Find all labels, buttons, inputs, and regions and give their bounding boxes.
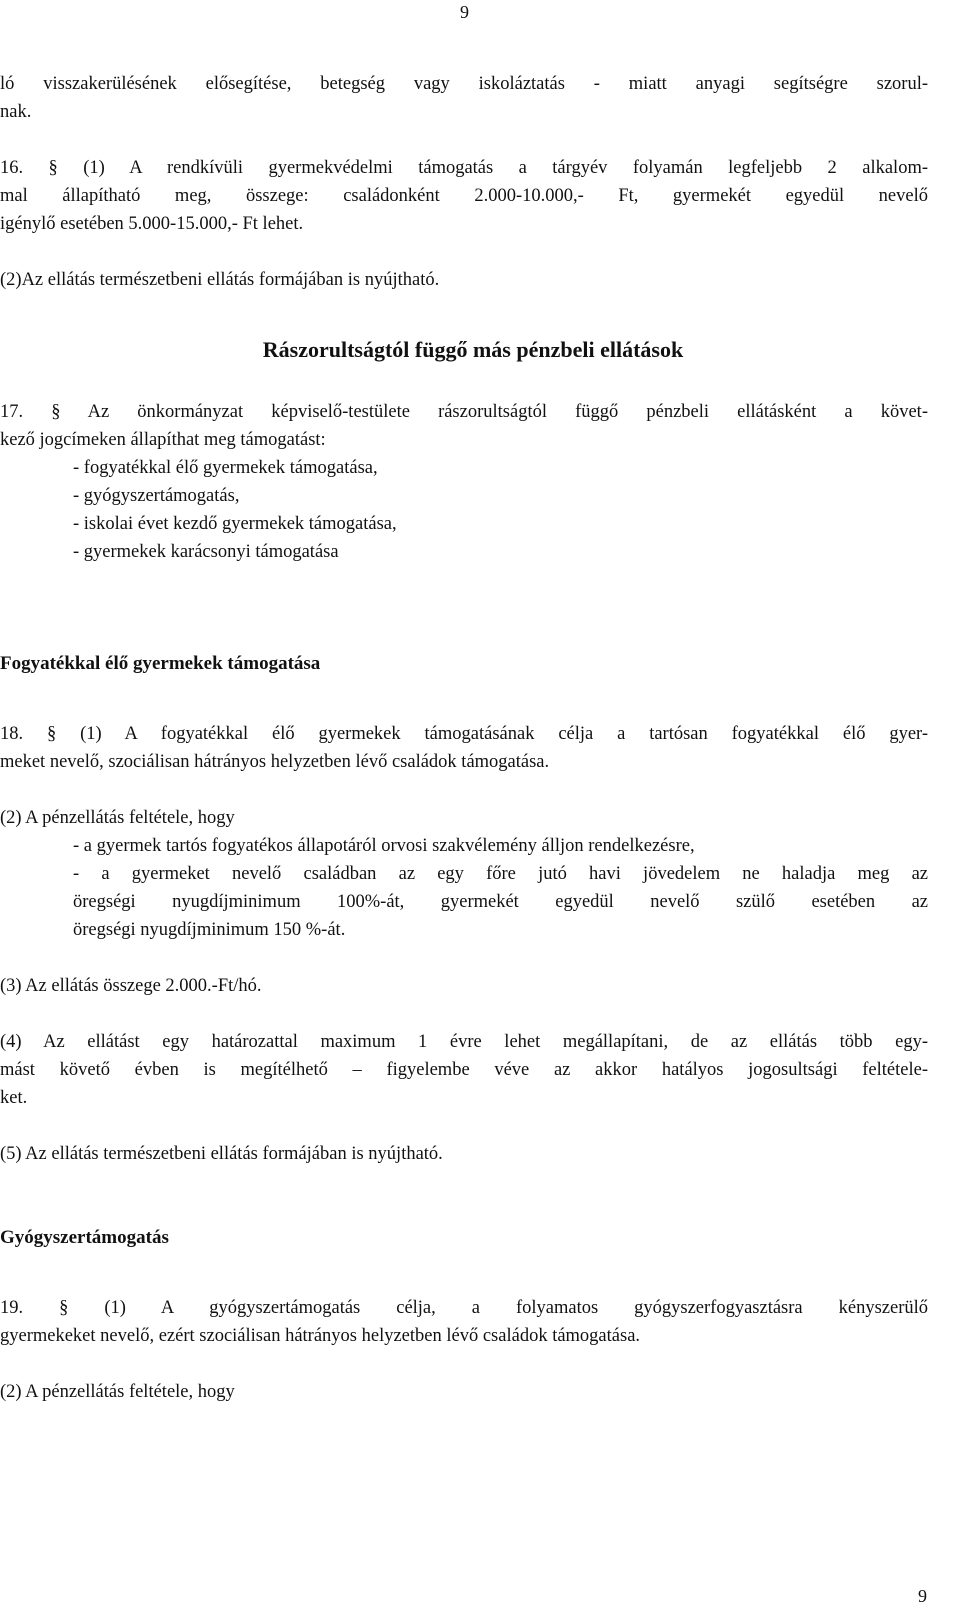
- paragraph-19-line: 19. § (1) A gyógyszertámogatás célja, a folyamatos gyógyszerfogyasztásra kényszerülő: [0, 1298, 928, 1318]
- document-body: [0, 70, 928, 1406]
- paragraph-17-line: kező jogcímeken állapíthat meg támogatást:: [0, 430, 326, 450]
- list-item-continuation: öregségi nyugdíjminimum 150 %-át.: [73, 920, 346, 940]
- section-heading: Rászorultságtól függő más pénzbeli ellátások: [262, 337, 684, 362]
- paragraph-18-line: mást követő évben is megítélhető – figyelembe véve az akkor hatályos jogosultsági feltétele-: [0, 1060, 928, 1080]
- paragraph-18-line: (5) Az ellátás természetbeni ellátás formájában is nyújtható.: [0, 1144, 443, 1164]
- subsection-heading: Fogyatékkal élő gyermekek támogatása: [0, 653, 321, 674]
- paragraph-16-2: (2)Az ellátás természetbeni ellátás formájában is nyújtható.: [0, 270, 440, 290]
- paragraph-17-line: 17. § Az önkormányzat képviselő-testülete rászorultságtól függő pénzbeli ellátásként a követ-: [0, 402, 928, 422]
- list-item: - fogyatékkal élő gyermekek támogatása,: [73, 458, 378, 478]
- paragraph-line: ló visszakerülésének elősegítése, betegség vagy iskoláztatás - miatt anyagi segítségre szorul-: [0, 74, 928, 94]
- list-item: - iskolai évet kezdő gyermekek támogatása,: [73, 514, 397, 534]
- paragraph-18-line: (3) Az ellátás összege 2.000.-Ft/hó.: [0, 976, 262, 996]
- paragraph-16-line: mal állapítható meg, összege: családonként 2.000-10.000,- Ft, gyermekét egyedül nevelő: [0, 186, 928, 206]
- subsection-heading: Gyógyszertámogatás: [0, 1227, 169, 1248]
- paragraph-18-line: (2) A pénzellátás feltétele, hogy: [0, 808, 235, 828]
- paragraph-line: nak.: [0, 102, 32, 122]
- list-item: - gyermekek karácsonyi támogatása: [73, 542, 339, 562]
- paragraph-16-line: igénylő esetében 5.000-15.000,- Ft lehet.: [0, 214, 304, 234]
- paragraph-19-line: gyermekeket nevelő, ezért szociálisan hátrányos helyzetben lévő családok támogatása.: [0, 1326, 641, 1346]
- paragraph-16-line: 16. § (1) A rendkívüli gyermekvédelmi támogatás a tárgyév folyamán legfeljebb 2 alkalom-: [0, 158, 928, 178]
- paragraph-19-line: (2) A pénzellátás feltétele, hogy: [0, 1382, 235, 1402]
- page-number-top-label: 9: [460, 2, 469, 22]
- paragraph-18-line: 18. § (1) A fogyatékkal élő gyermekek támogatásának célja a tartósan fogyatékkal élő gyer-: [0, 724, 928, 744]
- list-item: - a gyermeket nevelő családban az egy főre jutó havi jövedelem ne haladja meg az: [73, 864, 928, 884]
- paragraph-18-line: ket.: [0, 1088, 28, 1108]
- paragraph-18-line: (4) Az ellátást egy határozattal maximum 1 évre lehet megállapítani, de az ellátás több egy-: [0, 1032, 928, 1052]
- page-number-bottom: 9: [918, 1586, 927, 1606]
- list-item: - gyógyszertámogatás,: [73, 486, 240, 506]
- list-item: - a gyermek tartós fogyatékos állapotáról orvosi szakvélemény álljon rendelkezésre,: [73, 836, 695, 856]
- list-item-continuation: öregségi nyugdíjminimum 100%-át, gyermekét egyedül nevelő szülő esetében az: [73, 892, 928, 912]
- paragraph-18-line: meket nevelő, szociálisan hátrányos helyzetben lévő családok támogatása.: [0, 752, 550, 772]
